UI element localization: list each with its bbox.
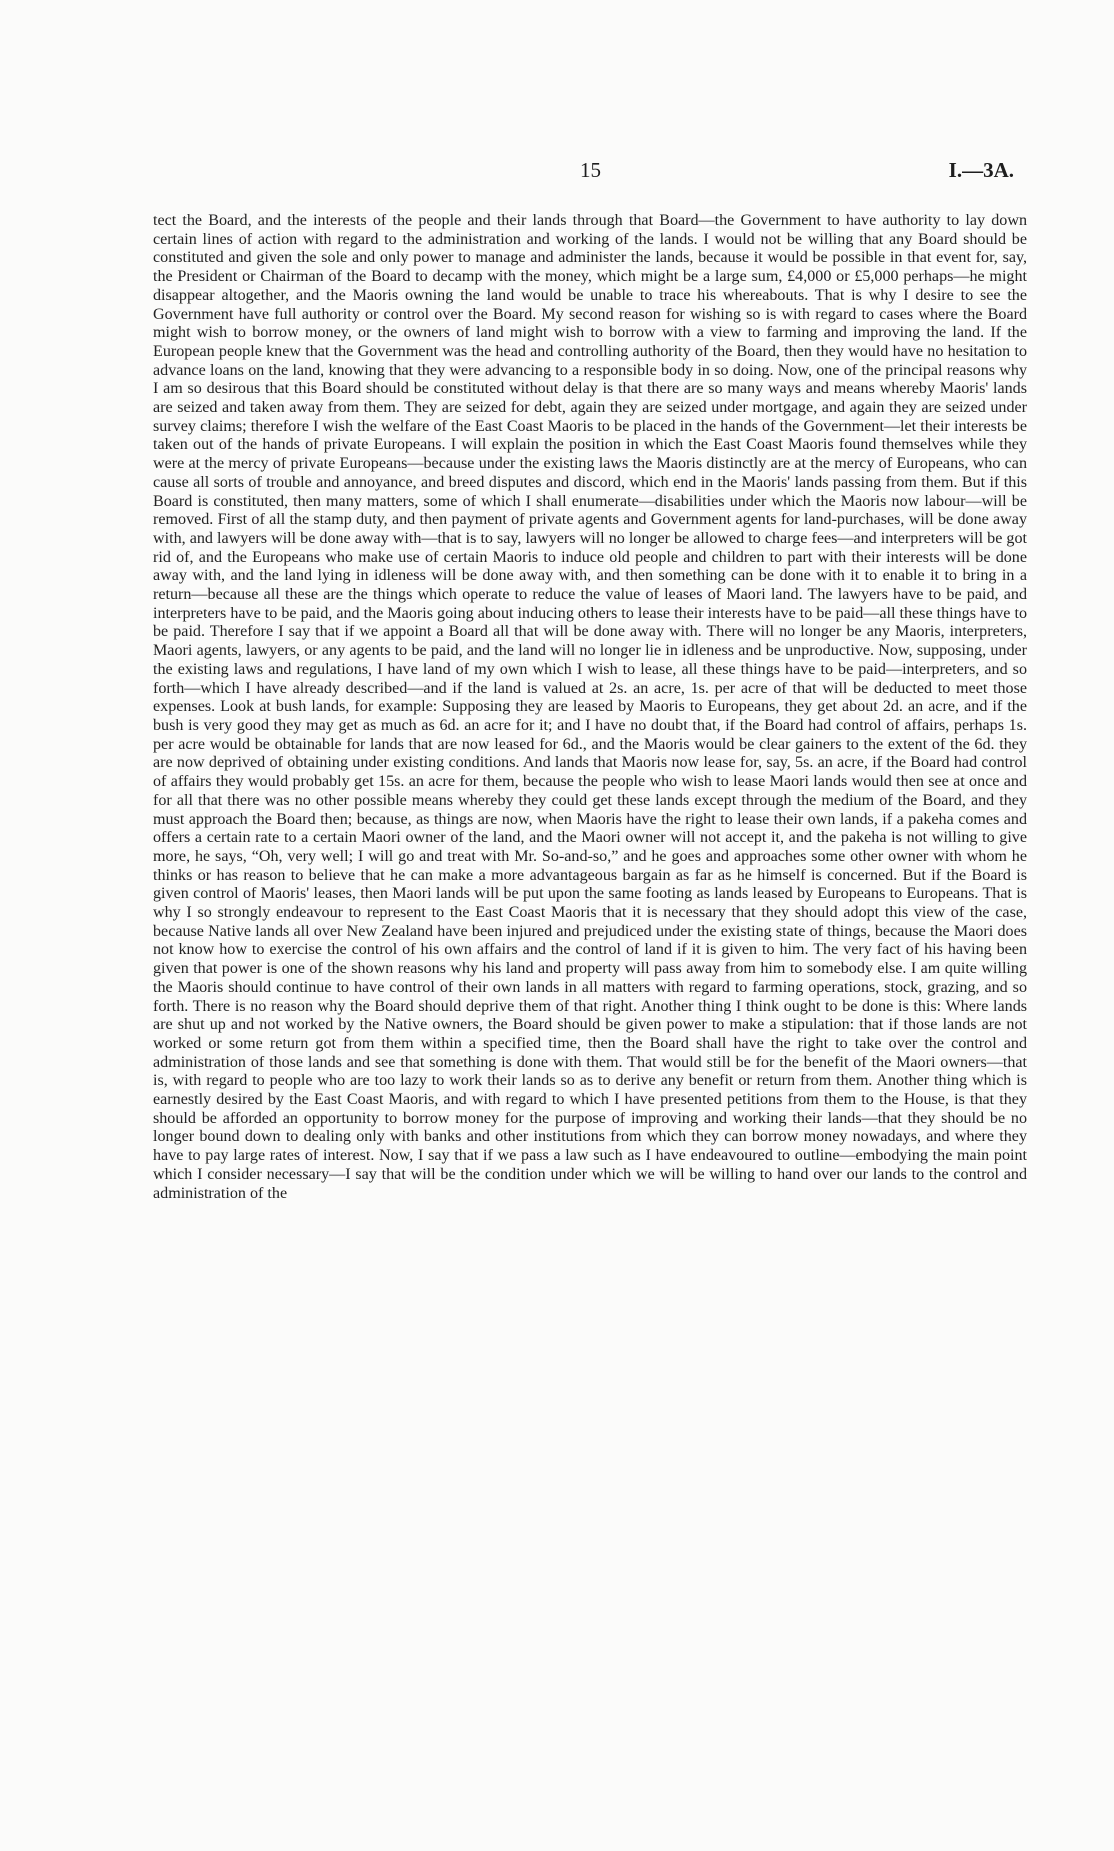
page-header bbox=[0, 158, 1114, 188]
body-paragraph: tect the Board, and the interests of the people and their lands through that Board—the Government to have authority to lay down certain lines of action with regard to the administration and working of the lands. I would not be willing that any Board should be constituted and given the sole and only power to manage and administer the lands, because it would be possible in that event for, say, the President or Chairman of the Board to decamp with the money, which might be a large sum, £4,000 or £5,000 perhaps—he might disappear altogether, and the Maoris owning the land would be unable to trace his whereabouts. That is why I desire to see the Government have full authority or control over the Board. My second reason for wishing so is with regard to cases where the Board might wish to borrow money, or the owners of land might wish to borrow with a view to farming and improving the land. If the European people knew that the Government was the head and controlling authority of the Board, then they would have no hesitation to advance loans on the land, knowing that they were advancing to a responsible body in so doing. Now, one of the principal reasons why I am so desirous that this Board should be constituted without delay is that there are so many ways and means whereby Maoris' lands are seized and taken away from them. They are seized for debt, again they are seized under mortgage, and again they are seized under survey claims; therefore I wish the welfare of the East Coast Maoris to be placed in the hands of the Government—let their interests be taken out of the hands of private Europeans. I will explain the position in which the East Coast Maoris found themselves while they were at the mercy of private Europeans—because under the existing laws the Maoris distinctly are at the mercy of Europeans, who can cause all sorts of trouble and annoyance, and breed disputes and discord, which end in the Maoris' lands passing from them. But if this Board is constituted, then many matters, some of which I shall enumerate—disabilities under which the Maoris now labour—will be removed. First of all the stamp duty, and then payment of private agents and Government agents for land-purchases, will be done away with, and lawyers will be done away with—that is to say, lawyers will no longer be allowed to charge fees—and interpreters will be got rid of, and the Europeans who make use of certain Maoris to induce old people and children to part with their interests will be done away with, and the land lying in idleness will be done away with, and then something can be done with it to enable it to bring in a return—because all these are the things which operate to reduce the value of leases of Maori land. The lawyers have to be paid, and interpreters have to be paid, and the Maoris going about inducing others to lease their interests have to be paid—all these things have to be paid. Therefore I say that if we appoint a Board all that will be done away with. There will no longer be any Maoris, interpreters, Maori agents, lawyers, or any agents to be paid, and the land will no longer lie in idleness and be unproductive. Now, supposing, under the existing laws and regulations, I have land of my own which I wish to lease, all these things have to be paid—interpreters, and so forth—which I have already described—and if the land is valued at 2s. an acre, 1s. per acre of that will be deducted to meet those expenses. Look at bush lands, for example: Supposing they are leased by Maoris to Europeans, they get about 2d. an acre, and if the bush is very good they may get as much as 6d. an acre for it; and I have no doubt that, if the Board had control of affairs, perhaps 1s. per acre would be obtainable for lands that are now leased for 6d., and the Maoris would be clear gainers to the extent of the 6d. they are now deprived of obtaining under existing conditions. And lands that Maoris now lease for, say, 5s. an acre, if the Board had control of affairs they would probably get 15s. an acre for them, because the people who wish to lease Maori lands would then see at once and for all that there was no other possible means whereby they could get these lands except through the medium of the Board, and they must approach the Board then; because, as things are now, when Maoris have the right to lease their own lands, if a pakeha comes and offers a certain rate to a certain Maori owner of the land, and the Maori owner will not accept it, and the pakeha is not willing to give more, he says, “Oh, very well; I will go and treat with Mr. So-and-so,” and he goes and approaches some other owner with whom he thinks or has reason to believe that he can make a more advantageous bargain as far as he himself is concerned. But if the Board is given control of Maoris' leases, then Maori lands will be put upon the same footing as lands leased by Europeans to Europeans. That is why I so strongly endeavour to represent to the East Coast Maoris that it is necessary that they should adopt this view of the case, because Native lands all over New Zealand have been injured and prejudiced under the existing state of things, because the Maori does not know how to exercise the control of his own affairs and the control of land if it is given to him. The very fact of his having been given that power is one of the shown reasons why his land and property will pass away from him to somebody else. I am quite willing the Maoris should continue to have control of their own lands in all matters with regard to farming operations, stock, grazing, and so forth. There is no reason why the Board should deprive them of that right. Another thing I think ought to be done is this: Where lands are shut up and not worked by the Native owners, the Board should be given power to make a stipulation: that if those lands are not worked or some return got from them within a specified time, then the Board shall have the right to take over the control and administration of those lands and see that something is done with them. That would still be for the benefit of the Maori owners—that is, with regard to people who are too lazy to work their lands so as to derive any benefit or return from them. Another thing which is earnestly desired by the East Coast Maoris, and with regard to which I have presented petitions from them to the House, is that they should be afforded an opportunity to borrow money for the purpose of improving and working their lands—that they should be no longer bound down to dealing only with banks and other institutions from which they can borrow money nowadays, and where they have to pay large rates of interest. Now, I say that if we pass a law such as I have endeavoured to outline—embodying the main point which I consider necessary—I say that will be the condition under which we will be willing to hand over our lands to the control and administration of the bbox=[153, 212, 1027, 1202]
document-reference: I.—3A. bbox=[948, 158, 1014, 182]
page-number: 15 bbox=[580, 158, 601, 182]
